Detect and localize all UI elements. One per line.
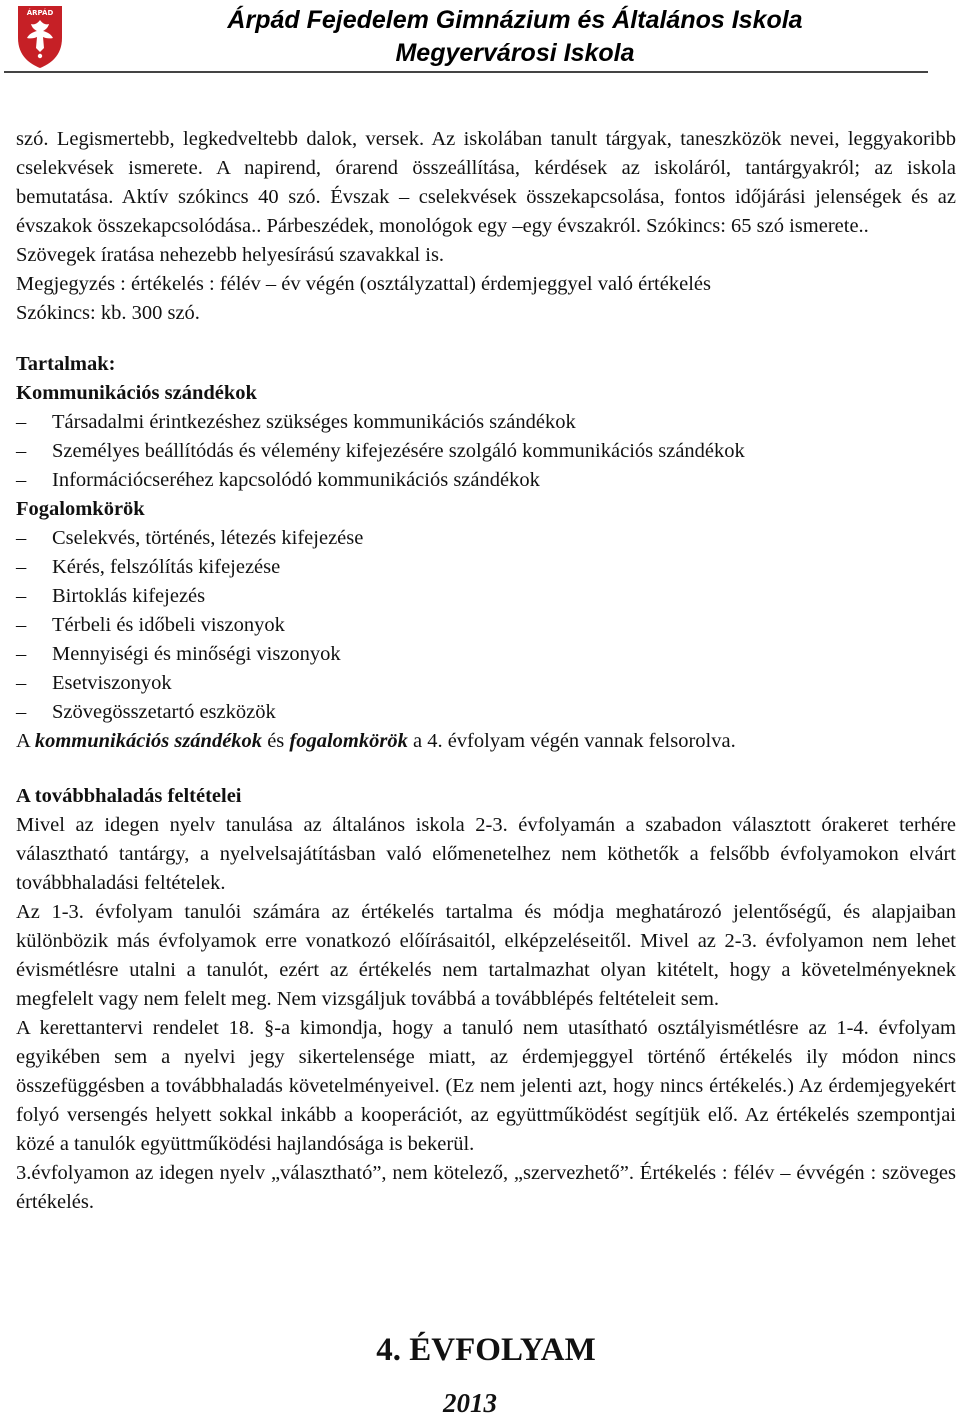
dash-bullet: – — [16, 614, 27, 636]
list-item-text: Társadalmi érintkezéshez szükséges kommunikációs szándékok — [52, 411, 576, 433]
progression-heading: A továbbhaladás feltételei — [16, 785, 242, 807]
contents-summary — [16, 727, 956, 756]
list-item-text: Szövegösszetartó eszközök — [52, 701, 276, 723]
list-item-text: Mennyiségi és minőségi viszonyok — [52, 643, 341, 665]
dash-bullet: – — [16, 585, 27, 607]
school-name — [70, 4, 960, 70]
list-item-text: Személyes beállítódás és vélemény kifejezésére szolgáló kommunikációs szándékok — [52, 440, 745, 462]
list-item-text: Kérés, felszólítás kifejezése — [52, 556, 281, 578]
list-item — [16, 466, 956, 495]
school-name-line1: Árpád Fejedelem Gimnázium és Általános Iskola — [227, 6, 803, 34]
dash-bullet: – — [16, 440, 27, 462]
summary-emphasis-concepts: fogalomkörök — [289, 730, 408, 752]
intro-line-note: Megjegyzés : értékelés : félév – év végén (osztályzattal) érdemjeggyel való értékelés — [16, 273, 711, 295]
dash-bullet: – — [16, 643, 27, 665]
dash-bullet: – — [16, 411, 27, 433]
concepts-list — [16, 524, 956, 727]
summary-emphasis-communication: kommunikációs szándékok — [34, 730, 263, 752]
intro-line-vocabulary: Szókincs: kb. 300 szó. — [16, 302, 200, 324]
list-item — [16, 553, 956, 582]
progression-paragraph-3: A kerettantervi rendelet 18. §-a kimondja, hogy a tanuló nem utasítható osztályismétlésre az 1-4. évfolyam egyikében sem a nyelvi jegy sikertelensége miatt, az érdemjeggyel történő értékelés ily módon nincs összefüggésben a továbbhaladás követelményeivel. (Ez nem jelenti azt, hogy nincs értékelés.) Az érdemjegyekért folyó versengés helyett sokkal inkább a kooperációt, az együttműködést segítjük elő. Az értékelés szempontjai közé a tanulók együttműködési hajlandósága is bekerül. — [16, 1017, 956, 1155]
dash-bullet: – — [16, 672, 27, 694]
communication-heading: Kommunikációs szándékok — [16, 382, 257, 404]
list-item-text: Információcseréhez kapcsolódó kommunikációs szándékok — [52, 469, 540, 491]
grade-title: 4. ÉVFOLYAM — [376, 1332, 596, 1368]
list-item-text: Esetviszonyok — [52, 672, 172, 694]
dash-bullet: – — [16, 556, 27, 578]
header-rule — [4, 71, 928, 73]
document-body — [16, 125, 956, 1217]
summary-text: A — [16, 730, 30, 752]
list-item — [16, 437, 956, 466]
summary-text: és — [267, 730, 285, 752]
list-item — [16, 582, 956, 611]
dash-bullet: – — [16, 701, 27, 723]
school-name-line2: Megyervárosi Iskola — [395, 39, 635, 67]
list-item — [16, 698, 956, 727]
dash-bullet: – — [16, 527, 27, 549]
contents-heading: Tartalmak: — [16, 353, 116, 375]
svg-text:ÁRPÁD: ÁRPÁD — [26, 9, 54, 17]
intro-paragraph: szó. Legismertebb, legkedveltebb dalok, versek. Az iskolában tanult tárgyak, taneszközök nevei, leggyakoribb cselekvések ismerete. A napirend, órarend összeállítása, kérdések az iskoláról, tantárgyakról; az iskola bemutatása. Aktív szókincs 40 szó. Évszak – cselekvések összekapcsolása, fontos időjárási jelenségek és az évszakok összekapcsolódása.. Párbeszédek, monológok egy –egy évszakról. Szókincs: 65 szó ismerete.. — [16, 128, 956, 237]
list-item — [16, 669, 956, 698]
list-item — [16, 524, 956, 553]
concepts-heading: Fogalomkörök — [16, 498, 145, 520]
progression-paragraph-2: Az 1-3. évfolyam tanulói számára az értékelés tartalma és módja meghatározó jelentőségű, és alapjaiban különbözik más évfolyamok erre vonatkozó előírásaitól, elképzeléseitől. Mivel az 2-3. évfolyamon nem lehet évismétlésre utalni a tanulót, ezért az értékelés nem tartalmazhat olyan kitételt, hogy a követelményeknek megfelelt vagy nem felelt meg. Nem vizsgáljuk továbbá a továbblépés feltételeit sem. — [16, 901, 956, 1010]
summary-text: a 4. évfolyam végén vannak felsorolva. — [412, 730, 736, 752]
progression-paragraph-1: Mivel az idegen nyelv tanulása az általános iskola 2-3. évfolyamán a szabadon választott órakeret terhére választható tantárgy, a nyelvelsajátításban való előmenetelhez nem köthetők a felsőbb évfolyamokon elvárt továbbhaladási feltételek. — [16, 814, 956, 894]
list-item — [16, 611, 956, 640]
list-item-text: Birtoklás kifejezés — [52, 585, 206, 607]
dash-bullet: – — [16, 469, 27, 491]
page-header — [0, 0, 960, 76]
school-crest-logo — [16, 4, 64, 70]
list-item-text: Térbeli és időbeli viszonyok — [52, 614, 285, 636]
list-item-text: Cselekvés, történés, létezés kifejezése — [52, 527, 364, 549]
list-item — [16, 408, 956, 437]
communication-list — [16, 408, 956, 495]
intro-line-writing: Szövegek íratása nehezebb helyesírású szavakkal is. — [16, 244, 445, 266]
year-label: 2013 — [443, 1388, 497, 1418]
list-item — [16, 640, 956, 669]
progression-paragraph-4: 3.évfolyamon az idegen nyelv „választható”, nem kötelező, „szervezhető”. Értékelés : félév – évvégén : szöveges értékelés. — [16, 1162, 956, 1213]
